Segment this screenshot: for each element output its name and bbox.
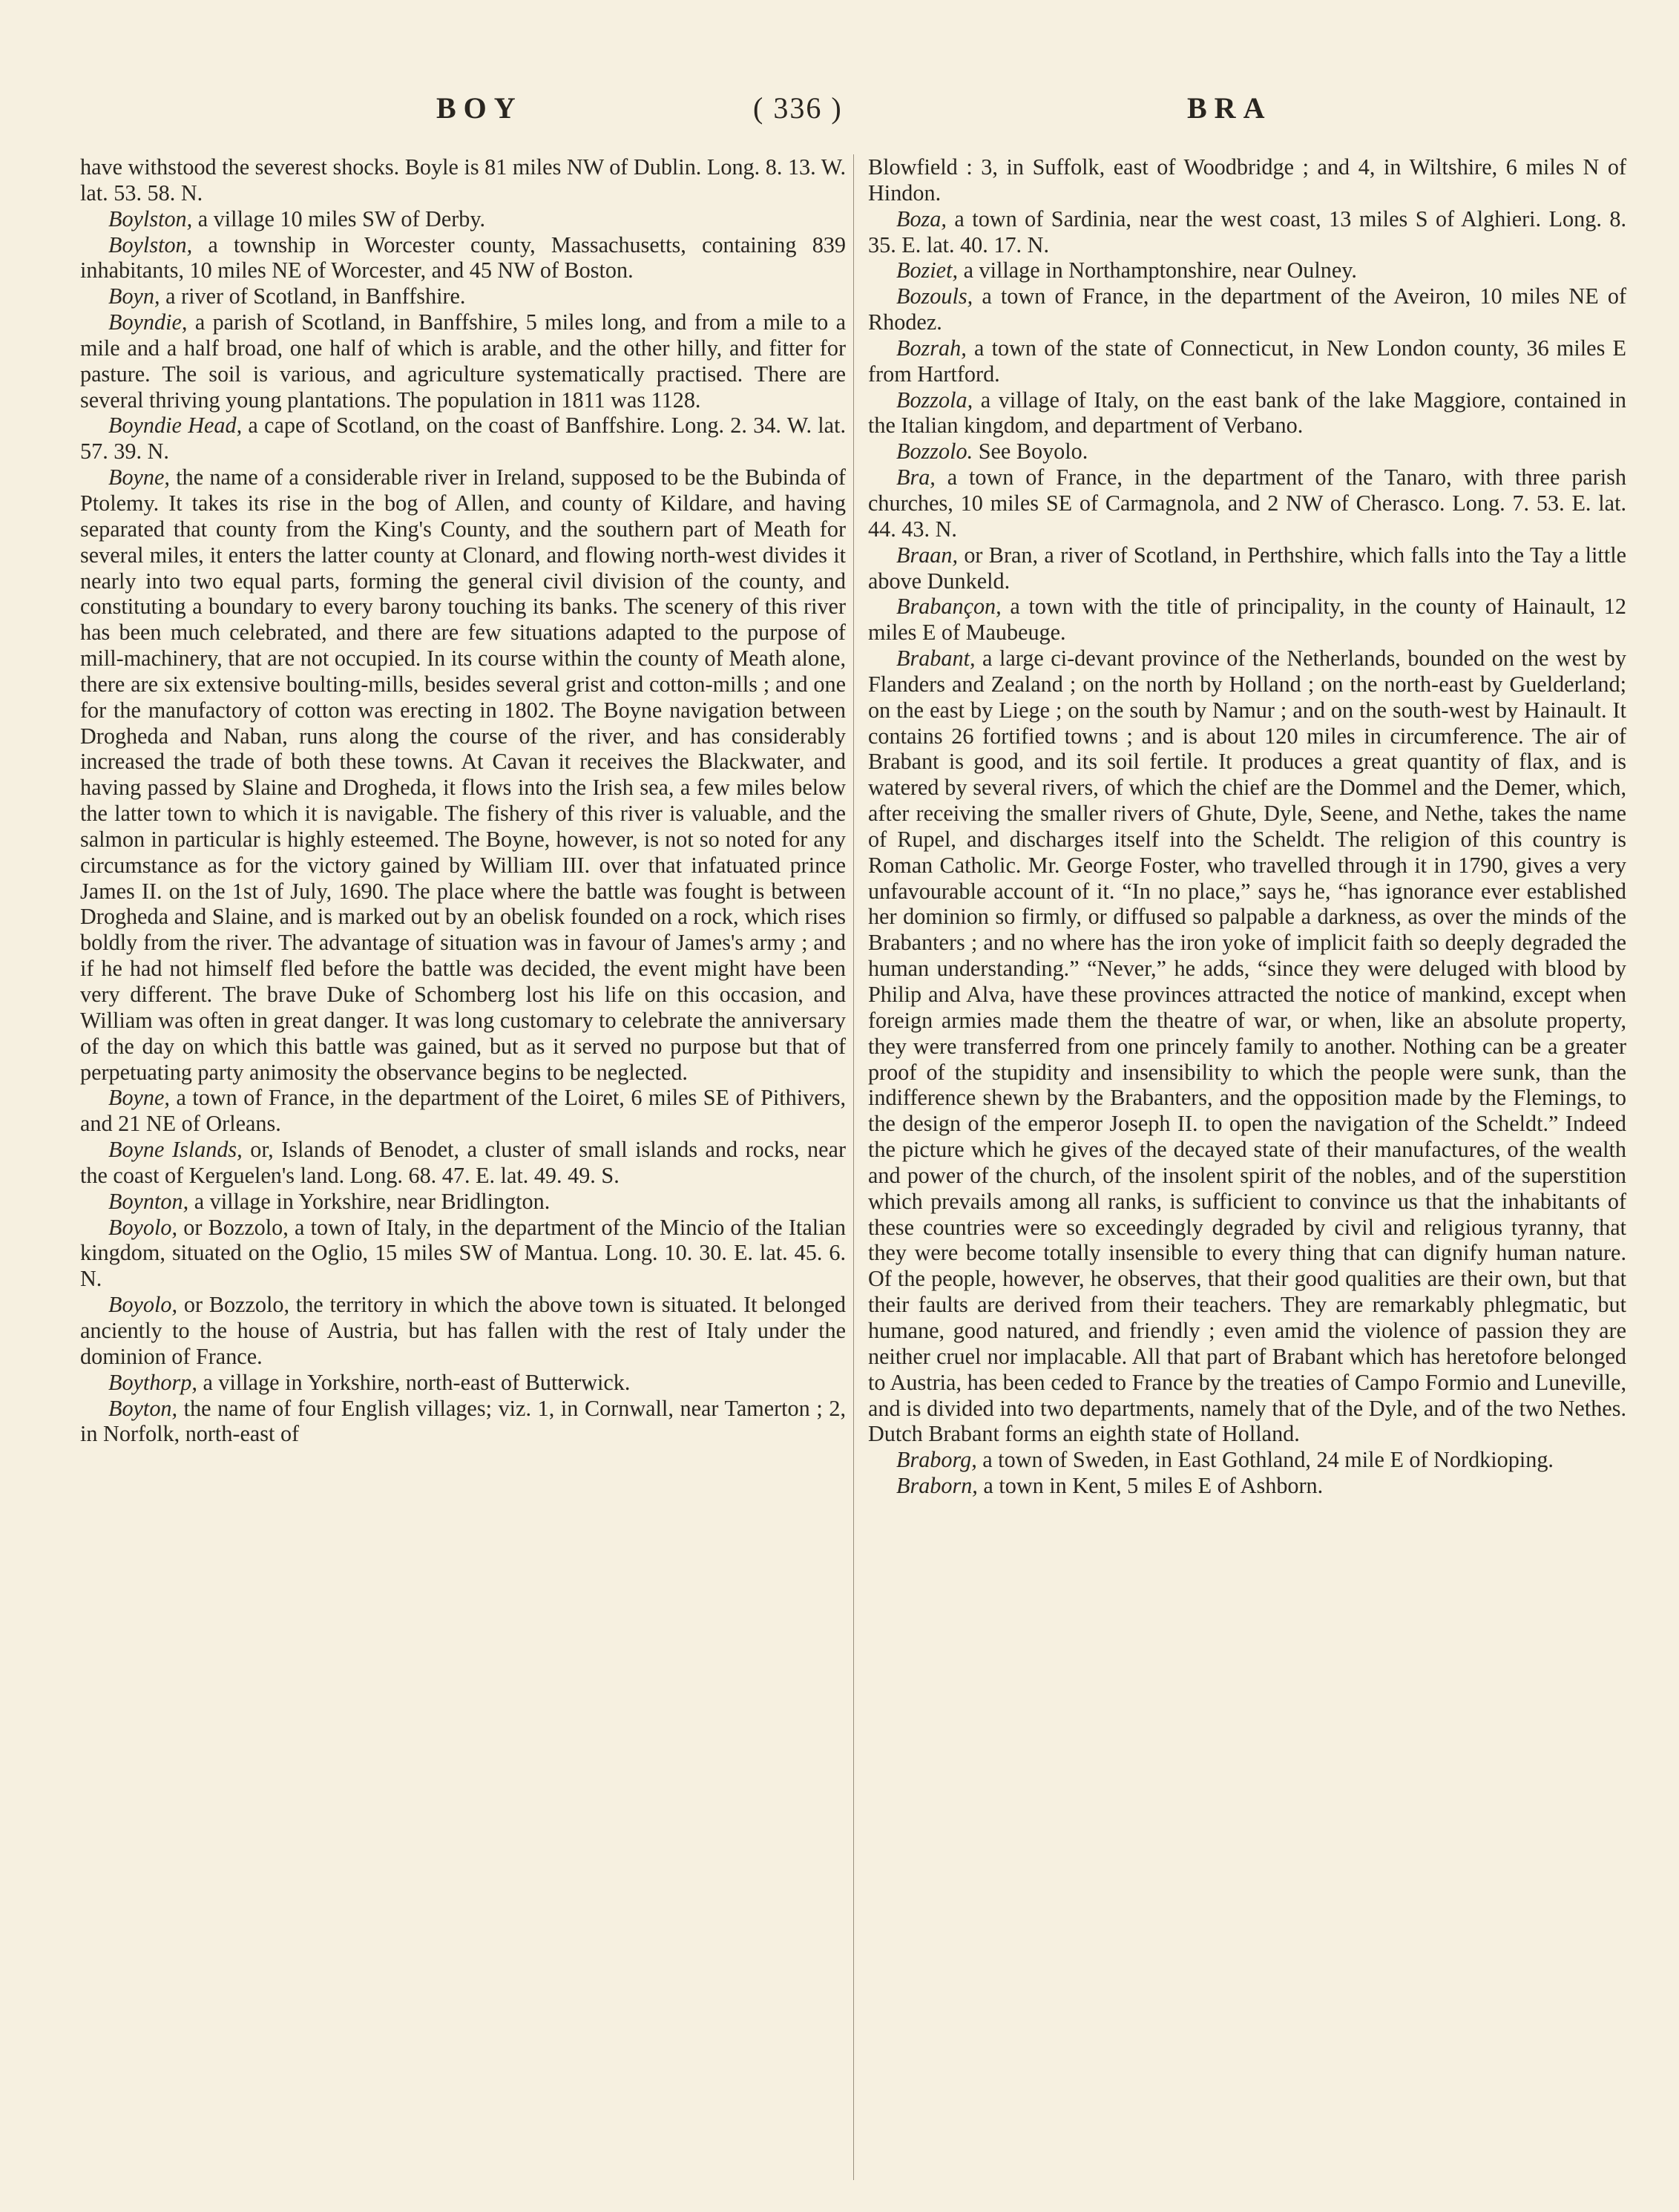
entry: [868, 206, 1626, 258]
entry: [80, 1085, 846, 1137]
entry-text: a river of Scotland, in Banffshire.: [160, 283, 466, 309]
entry-headword: Boyndie Head,: [108, 413, 243, 439]
entry: [80, 1189, 846, 1215]
entry: [80, 206, 846, 232]
entry-text: a village of Italy, on the east bank of the lake Maggiore, contained in the Italian kingdom, and department of Verbano.: [868, 387, 1626, 439]
entry-headword: Brabant,: [896, 646, 976, 672]
entry-text: or Bozzolo, the territory in which the above town is situated. It belonged anciently to the house of Austria, but has fallen with the rest of Italy under the dominion of France.: [80, 1292, 846, 1369]
running-header: [0, 91, 1679, 135]
entry: [868, 387, 1626, 439]
entry: [80, 1370, 846, 1396]
header-left: BOY: [436, 91, 523, 125]
entry: [80, 309, 846, 413]
entry-headword: Boyndie,: [108, 309, 188, 335]
entry: [868, 542, 1626, 594]
entry-headword: Bozzola,: [896, 387, 973, 413]
entry-headword: Boynton,: [108, 1188, 189, 1214]
entry-headword: Boyolo,: [108, 1292, 178, 1318]
entry-headword: Bra,: [896, 465, 936, 490]
column-divider: [853, 154, 854, 2180]
entry-text: a town of France, in the department of the Tanaro, with three parish churches, 10 miles SE of Carmagnola, and 2 NW of Cherasco. Long. 7. 53. E. lat. 44. 43. N.: [868, 465, 1626, 542]
entry-headword: Braborn,: [896, 1473, 978, 1499]
entry-text: a town of France, in the department of the Aveiron, 10 miles NE of Rhodez.: [868, 283, 1626, 335]
entry: [868, 465, 1626, 542]
right-column: [868, 154, 1626, 1499]
entry-headword: Boziet,: [896, 257, 959, 283]
entry-text: or Bozzolo, a town of Italy, in the department of the Mincio of the Italian kingdom, situated on the Oglio, 15 miles SW of Mantua. Long. 10. 30. E. lat. 45. 6. N.: [80, 1214, 846, 1292]
page-number: ( 336 ): [753, 91, 843, 125]
entry-text: Blowfield : 3, in Suffolk, east of Woodbridge ; and 4, in Wiltshire, 6 miles N of Hindon.: [868, 154, 1626, 206]
entry-text: the name of four English villages; viz. 1, in Cornwall, near Tamerton ; 2, in Norfolk, north-east of: [80, 1395, 846, 1447]
entry: [80, 154, 846, 206]
entry-headword: Boyne Islands,: [108, 1137, 243, 1163]
entry-headword: Boza,: [896, 206, 947, 232]
entry-text: a village 10 miles SW of Derby.: [192, 206, 486, 232]
entry-text: a town with the title of principality, in the county of Hainault, 12 miles E of Maubeuge.: [868, 594, 1626, 646]
entry-text: a town of Sardinia, near the west coast, 13 miles S of Alghieri. Long. 8. 35. E. lat. 40. 17. N.: [868, 206, 1626, 257]
entry: [868, 646, 1626, 1447]
entry: [80, 413, 846, 465]
entry: [80, 1215, 846, 1293]
entry-headword: Boylston,: [108, 232, 193, 257]
entry: [868, 257, 1626, 283]
entry: [80, 1396, 846, 1448]
entry-text: a village in Yorkshire, near Bridlington.: [188, 1188, 551, 1214]
entry-text: the name of a considerable river in Ireland, supposed to be the Bubinda of Ptolemy. It takes its rise in the bog of Allen, and county of Kildare, and having separated that county from the King's County, and the southern part of Meath for several miles, it enters the latter county at Clonard, and flowing north-west divides it nearly into two equal parts, forming the general civil division of the county, and constituting a boundary to every barony touching its banks. The scenery of this river has been much celebrated, and there are few situations adapted to the purpose of mill-machinery, that are not occupied. In its course within the county of Meath alone, there are six extensive boulting-mills, besides several grist and cotton-mills ; and one for the manufactory of cotton was erecting in 1802. The Boyne navigation between Drogheda and Naban, runs along the course of the river, and has considerably increased the trade of both these towns. At Cavan it receives the Blackwater, and having passed by Slaine and Drogheda, it flows into the Irish sea, a few miles below the latter town to which it is navigable. The fishery of this river is valuable, and the salmon in particular is highly esteemed. The Boyne, however, is not so noted for any circumstance as for the victory gained by William III. over that infatuated prince James II. on the 1st of July, 1690. The place where the battle was fought is between Drogheda and Slaine, and is marked out by an obelisk founded on a rock, which rises boldly from the river. The advantage of situation was in favour of James's army ; and if he had not himself fled before the battle was decided, the event might have been very different. The brave Duke of Schomberg lost his life on this occasion, and William was often in great danger. It was long customary to celebrate the anniversary of the day on which this battle was gained, but as it served no purpose but that of perpetuating party animosity the observance begins to be neglected.: [80, 465, 846, 1085]
entry-headword: Bozzolo.: [896, 439, 973, 465]
entry-text: have withstood the severest shocks. Boyle is 81 miles NW of Dublin. Long. 8. 13. W. lat. 53. 58. N.: [80, 154, 846, 206]
entry-headword: Bozouls,: [896, 283, 973, 309]
entry-headword: Brabançon,: [896, 594, 1002, 620]
entry-text: See Boyolo.: [973, 439, 1088, 465]
left-column: [80, 154, 846, 1447]
entry: [868, 439, 1626, 465]
entry-text: or Bran, a river of Scotland, in Perthshire, which falls into the Tay a little above Dunkeld.: [868, 542, 1626, 594]
header-right: BRA: [1187, 91, 1272, 125]
entry-text: a cape of Scotland, on the coast of Banffshire. Long. 2. 34. W. lat. 57. 39. N.: [80, 413, 846, 465]
entry: [80, 1137, 846, 1189]
entry-text: a town in Kent, 5 miles E of Ashborn.: [977, 1473, 1324, 1499]
entry: [80, 283, 846, 309]
entry-text: a large ci-devant province of the Netherlands, bounded on the west by Flanders and Zealand ; on the north by Holland ; on the north-east by Guelderland; on the east by Liege ; on the south by Namur ; and on the south-west by Hainault. It contains 26 fortified towns ; and is about 120 miles in circumference. The air of Brabant is good, and its soil fertile. It produces a great quantity of flax, and is watered by several rivers, of which the chief are the Dommel and the Demer, which, after receiving the smaller rivers of Ghute, Dyle, Seene, and Nethe, takes the name of Rupel, and discharges itself into the Scheldt. The religion of this country is Roman Catholic. Mr. George Foster, who travelled through it in 1790, gives a very unfavourable account of it. “In no place,” says he, “has ignorance ever established her dominion so firmly, or diffused so palpable a darkness, as over the minds of the Brabanters ; and no where has the iron yoke of implicit faith so deeply degraded the human understanding.” “Never,” he adds, “since they were deluged with blood by Philip and Alva, have these provinces attracted the notice of mankind, except when foreign armies made them the theatre of war, or when, like an absolute property, they were transferred from one princely family to another. Nothing can be a greater proof of the stupidity and insensibility to which the people were sunk, than the indifference shewn by the Brabanters, and the opposition made by the Flemings, to the design of the emperor Joseph II. to open the navigation of the Scheldt.” Indeed the picture which he gives of the decayed state of their manufactures, of the wealth and power of the church, of the insolent spirit of the nobles, and of the superstition which prevails among all ranks, is sufficient to convince us that the inhabitants of these countries were so exceedingly degraded by civil and religious tyranny, that they were become totally insensible to every thing that can dignify human nature. Of the people, however, he observes, that their good qualities are their own, but that their faults are derived from their teachers. They are remarkably phlegmatic, but humane, good natured, and friendly ; even amid the violence of passion they are neither cruel nor implacable. All that part of Brabant which has heretofore belonged to Austria, has been ceded to France by the treaties of Campo Formio and Luneville, and is divided into two departments, namely that of the Dyle, and of the two Nethes. Dutch Brabant forms an eighth state of Holland.: [868, 646, 1626, 1447]
entry: [868, 594, 1626, 646]
entry: [80, 232, 846, 284]
entry-text: a village in Northamptonshire, near Oulney.: [958, 257, 1357, 283]
entry-headword: Boythorp,: [108, 1369, 197, 1395]
entry-headword: Boylston,: [108, 206, 193, 232]
entry-headword: Boyne,: [108, 1085, 170, 1111]
entry: [868, 1473, 1626, 1499]
entry: [80, 465, 846, 1085]
entry-headword: Boyolo,: [108, 1214, 178, 1240]
entry-text: or, Islands of Benodet, a cluster of small islands and rocks, near the coast of Kerguelen's land. Long. 68. 47. E. lat. 49. 49. S.: [80, 1137, 846, 1188]
entry-text: a town of France, in the department of the Loiret, 6 miles SE of Pithivers, and 21 NE of Orleans.: [80, 1085, 846, 1137]
entry-headword: Bozrah,: [896, 335, 967, 361]
entry-text: a village in Yorkshire, north-east of Butterwick.: [197, 1369, 631, 1395]
entry: [868, 335, 1626, 387]
entry: [868, 154, 1626, 206]
entry-headword: Boyn,: [108, 283, 160, 309]
entry: [80, 1292, 846, 1370]
entry-text: a township in Worcester county, Massachusetts, containing 839 inhabitants, 10 miles NE of Worcester, and 45 NW of Boston.: [80, 232, 846, 283]
entry-text: a town of the state of Connecticut, in New London county, 36 miles E from Hartford.: [868, 335, 1626, 387]
entry: [868, 283, 1626, 335]
entry: [868, 1447, 1626, 1473]
entry-text: a town of Sweden, in East Gothland, 24 mile E of Nordkioping.: [976, 1447, 1554, 1473]
entry-headword: Braborg,: [896, 1447, 977, 1473]
entry-text: a parish of Scotland, in Banffshire, 5 miles long, and from a mile to a mile and a half broad, one half of which is arable, and the other hilly, and fitter for pasture. The soil is various, and agriculture systematically practised. There are several thriving young plantations. The population in 1811 was 1128.: [80, 309, 846, 413]
entry-headword: Boyton,: [108, 1395, 178, 1421]
entry-headword: Boyne,: [108, 465, 170, 490]
entry-headword: Braan,: [896, 542, 959, 568]
